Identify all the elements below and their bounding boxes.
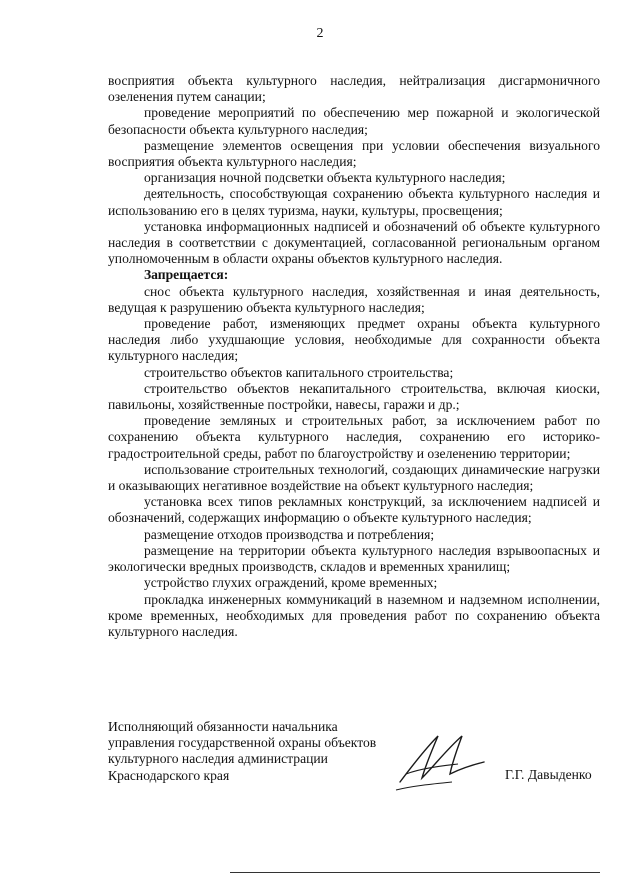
signatory-position (108, 719, 408, 784)
section-heading: Запрещается: (144, 267, 229, 283)
paragraph: устройство глухих ограждений, кроме временных; (144, 575, 438, 591)
paragraph: проведение работ, изменяющих предмет охраны объекта культурного наследия либо ухудшающие условия, необходимые для сохранности объекта культурного наследия; (108, 316, 600, 364)
document-body (108, 73, 600, 640)
paragraph: организация ночной подсветки объекта культурного наследия; (144, 170, 506, 186)
paragraph: деятельность, способствующая сохранению объекта культурного наследия и использованию его в целях туризма, науки, культуры, просвещения; (108, 186, 600, 218)
signer-name: Г.Г. Давыденко (505, 767, 592, 782)
paragraph: проведение мероприятий по обеспечению мер пожарной и экологической безопасности объекта культурного наследия; (108, 105, 600, 137)
paragraph: строительство объектов капитального строительства; (144, 364, 454, 380)
paragraph: восприятия объекта культурного наследия, нейтрализация дисгармоничного озеленения путем санации; (108, 73, 600, 105)
footer-divider (230, 872, 600, 873)
position-line: Краснодарского края (108, 767, 230, 783)
position-line: Исполняющий обязанности начальника (108, 719, 338, 734)
paragraph: размещение на территории объекта культурного наследия взрывоопасных и экологически вредных производств, складов и временных хранилищ; (108, 542, 600, 575)
position-line: управления государственной охраны объектов (108, 735, 377, 751)
paragraph: размещение элементов освещения при условии обеспечения визуального восприятия объекта культурного наследия; (108, 137, 600, 170)
paragraph: установка информационных надписей и обозначений об объекте культурного наследия в соответствии с документацией, согласованной региональным органом уполномоченным в области охраны объектов культурного наследия. (108, 218, 600, 267)
paragraph: проведение земляных и строительных работ, за исключением работ по сохранению объекта культурного наследия, сохранению его историко-градостроительной среды, работ по благоустройству и озеленению территории; (108, 413, 600, 461)
paragraph: прокладка инженерных коммуникаций в наземном и надземном исполнении, кроме временных, необходимых для проведения работ по сохранению объекта культурного наследия. (108, 591, 600, 639)
paragraph: снос объекта культурного наследия, хозяйственная и иная деятельность, ведущая к разрушению объекта культурного наследия; (108, 283, 600, 315)
page-number: 2 (316, 26, 324, 41)
paragraph: установка всех типов рекламных конструкций, за исключением надписей и обозначений, содержащих информацию о объекте культурного наследия; (108, 494, 600, 526)
paragraph: строительство объектов некапитального строительства, включая киоски, павильоны, хозяйственные постройки, навесы, гаражи и др.; (108, 380, 600, 413)
handwritten-signature (392, 726, 492, 796)
position-line: культурного наследия администрации (108, 751, 328, 767)
paragraph: использование строительных технологий, создающих динамические нагрузки и оказывающих негативное воздействие на объект культурного наследия; (108, 461, 600, 494)
paragraph: размещение отходов производства и потребления; (144, 526, 435, 542)
